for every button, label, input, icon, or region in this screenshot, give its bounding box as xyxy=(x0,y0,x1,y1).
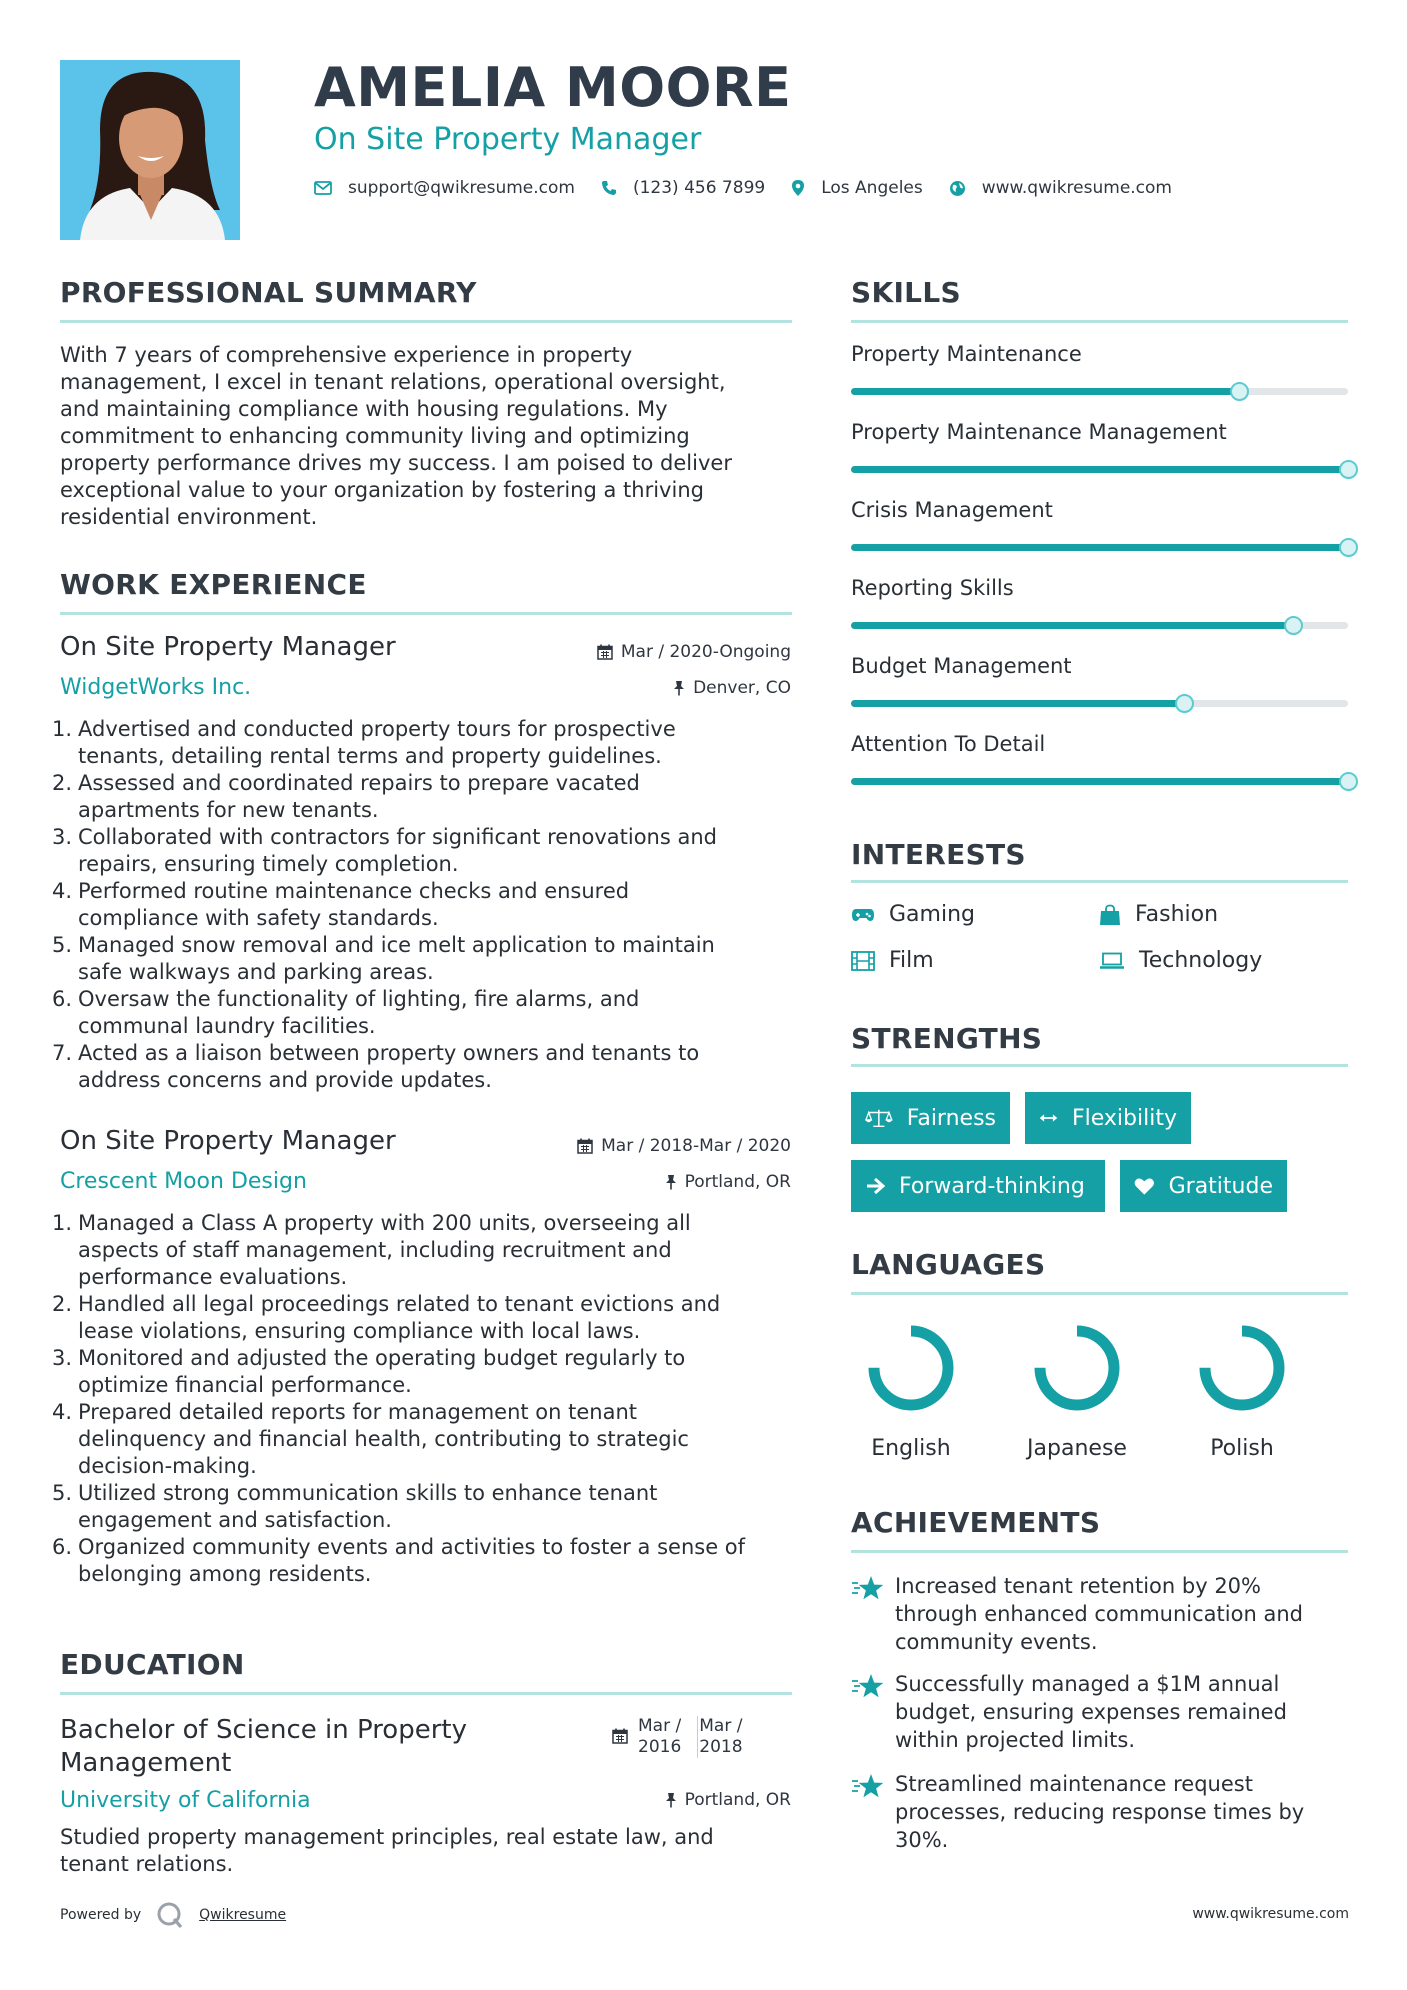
skill-bar xyxy=(851,388,1348,395)
list-number: 4. xyxy=(52,1400,73,1424)
summary-line: exceptional value to your organization by fostering a thriving xyxy=(60,478,704,502)
skill-bar-knob xyxy=(1339,538,1358,557)
skill-bar xyxy=(851,700,1348,707)
list-line: decision-making. xyxy=(78,1454,257,1478)
education-date-end xyxy=(697,1716,742,1758)
list-number: 2. xyxy=(52,771,73,795)
calendar-icon xyxy=(597,644,613,660)
strength-label: Fairness xyxy=(906,1105,996,1131)
list-number: 6. xyxy=(52,1535,73,1559)
education-line: tenant relations. xyxy=(60,1852,234,1876)
list-line: Performed routine maintenance checks and ensured xyxy=(78,879,630,903)
list-line: communal laundry facilities. xyxy=(78,1014,376,1038)
summary-text xyxy=(60,342,800,531)
star-icon xyxy=(851,1574,885,1604)
achievement-line: community events. xyxy=(895,1630,1098,1654)
achievements-heading: ACHIEVEMENTS xyxy=(851,1506,1101,1539)
list-line: lease violations, ensuring compliance with local laws. xyxy=(78,1319,641,1343)
job-location xyxy=(673,678,791,698)
balance-scale-icon xyxy=(865,1107,893,1129)
map-pin-icon xyxy=(791,179,805,197)
list-line: Monitored and adjusted the operating budget regularly to xyxy=(78,1346,686,1370)
achievement-line: processes, reducing response times by xyxy=(895,1800,1305,1824)
list-item xyxy=(52,716,800,770)
degree-line: Bachelor of Science in Property xyxy=(60,1715,467,1745)
contact-bar xyxy=(314,178,1198,198)
job-title: On Site Property Manager xyxy=(60,1126,396,1156)
star-icon xyxy=(851,1772,885,1802)
skill-label: Property Maintenance Management xyxy=(851,420,1227,444)
list-line: Handled all legal proceedings related to tenant evictions and xyxy=(78,1292,721,1316)
interest-label: Technology xyxy=(1139,948,1263,973)
candidate-name: AMELIA MOORE xyxy=(314,56,792,119)
job-dates-text: Mar / 2020-Ongoing xyxy=(620,642,791,662)
interest-film xyxy=(851,948,934,973)
strengths-heading: STRENGTHS xyxy=(851,1022,1043,1055)
contact-website[interactable] xyxy=(949,178,1172,198)
strength-flexibility xyxy=(1025,1092,1191,1144)
list-number: 3. xyxy=(52,825,73,849)
education-dates xyxy=(612,1716,743,1758)
skill-bar xyxy=(851,544,1348,551)
strength-label: Flexibility xyxy=(1072,1105,1177,1131)
globe-icon xyxy=(949,180,966,197)
brand-link[interactable]: Qwikresume xyxy=(199,1907,287,1923)
school-name: University of California xyxy=(60,1788,311,1813)
list-line: safe walkways and parking areas. xyxy=(78,960,434,984)
degree-title xyxy=(60,1714,467,1780)
education-date-start xyxy=(638,1716,681,1758)
skill-bar xyxy=(851,466,1348,473)
section-divider xyxy=(60,320,792,323)
laptop-icon xyxy=(1099,952,1125,970)
skill-bar-fill xyxy=(851,544,1348,551)
achievement-icon-wrap xyxy=(851,1772,895,1854)
calendar-icon xyxy=(577,1138,593,1154)
list-line: performance evaluations. xyxy=(78,1265,348,1289)
list-item xyxy=(52,878,800,932)
education-location xyxy=(665,1790,791,1810)
list-line: optimize financial performance. xyxy=(78,1373,412,1397)
list-line: compliance with safety standards. xyxy=(78,906,439,930)
language-proficiency-ring xyxy=(856,1318,966,1418)
list-line: engagement and satisfaction. xyxy=(78,1508,392,1532)
skill-bar-knob xyxy=(1284,616,1303,635)
skill-bar xyxy=(851,622,1348,629)
list-number: 5. xyxy=(52,1481,73,1505)
section-divider xyxy=(851,1064,1348,1067)
language-item xyxy=(1187,1318,1297,1461)
section-divider xyxy=(60,612,792,615)
interest-label: Gaming xyxy=(889,902,975,927)
arrows-horizontal-icon xyxy=(1039,1111,1058,1125)
calendar-icon xyxy=(612,1728,628,1744)
date-part: 2018 xyxy=(699,1737,743,1757)
language-item xyxy=(1022,1318,1132,1461)
job-dates xyxy=(577,1136,791,1156)
skill-bar-knob xyxy=(1339,460,1358,479)
list-item xyxy=(52,1534,800,1588)
list-line: Prepared detailed reports for management on tenant xyxy=(78,1400,637,1424)
pushpin-icon xyxy=(665,1792,677,1808)
list-line: aspects of staff management, including recruitment and xyxy=(78,1238,672,1262)
website-text: www.qwikresume.com xyxy=(981,178,1172,198)
skill-bar-fill xyxy=(851,466,1348,473)
summary-line: With 7 years of comprehensive experience in property xyxy=(60,343,633,367)
skill-label: Property Maintenance xyxy=(851,342,1082,366)
contact-email[interactable] xyxy=(314,178,575,198)
achievement-item xyxy=(851,1572,1351,1656)
strength-label: Forward-thinking xyxy=(899,1173,1085,1199)
achievement-text xyxy=(895,1670,1287,1754)
strength-gratitude xyxy=(1120,1160,1287,1212)
pushpin-icon xyxy=(673,680,685,696)
contact-phone[interactable] xyxy=(601,178,765,198)
interests-heading: INTERESTS xyxy=(851,838,1026,871)
achievement-line: Successfully managed a $1M annual xyxy=(895,1672,1280,1696)
list-number: 2. xyxy=(52,1292,73,1316)
achievement-icon-wrap xyxy=(851,1574,895,1656)
footer-website[interactable]: www.qwikresume.com xyxy=(1192,1906,1349,1922)
candidate-title: On Site Property Manager xyxy=(314,122,702,157)
list-line: Acted as a liaison between property owners and tenants to xyxy=(78,1041,700,1065)
gamepad-icon xyxy=(851,907,875,923)
list-line: repairs, ensuring timely completion. xyxy=(78,852,459,876)
list-item xyxy=(52,824,800,878)
job-duties-list xyxy=(52,1210,800,1588)
education-description xyxy=(60,1824,800,1878)
achievement-text xyxy=(895,1572,1303,1656)
list-item xyxy=(52,1210,800,1291)
skill-label: Budget Management xyxy=(851,654,1072,678)
profile-photo xyxy=(60,60,240,240)
interest-label: Film xyxy=(889,948,934,973)
profile-photo-illustration xyxy=(60,60,240,240)
film-icon xyxy=(851,951,875,971)
date-part: 2016 xyxy=(638,1737,682,1757)
achievement-line: through enhanced communication and xyxy=(895,1602,1303,1626)
list-number: 4. xyxy=(52,879,73,903)
achievement-item xyxy=(851,1770,1351,1854)
list-number: 1. xyxy=(52,717,73,741)
interest-label: Fashion xyxy=(1135,902,1219,927)
achievement-icon-wrap xyxy=(851,1672,895,1754)
strength-forward-thinking xyxy=(851,1160,1105,1212)
skill-bar-fill xyxy=(851,700,1184,707)
list-line: Collaborated with contractors for significant renovations and xyxy=(78,825,717,849)
arrow-right-icon xyxy=(865,1177,885,1195)
job-location-text: Portland, OR xyxy=(684,1172,791,1192)
skill-bar-knob xyxy=(1339,772,1358,791)
envelope-icon xyxy=(314,181,332,195)
achievement-item xyxy=(851,1670,1351,1754)
section-divider xyxy=(851,1292,1348,1295)
list-line: belonging among residents. xyxy=(78,1562,372,1586)
section-divider xyxy=(851,1550,1348,1553)
education-line: Studied property management principles, real estate law, and xyxy=(60,1825,714,1849)
skill-bar-fill xyxy=(851,388,1239,395)
skill-label: Reporting Skills xyxy=(851,576,1014,600)
job-dates xyxy=(597,642,791,662)
achievement-text xyxy=(895,1770,1304,1854)
job-location xyxy=(665,1172,791,1192)
job-location-text: Denver, CO xyxy=(693,678,791,698)
section-divider xyxy=(851,320,1348,323)
location-text: Los Angeles xyxy=(821,178,923,198)
list-number: 1. xyxy=(52,1211,73,1235)
contact-location xyxy=(791,178,923,198)
list-item xyxy=(52,770,800,824)
email-text: support@qwikresume.com xyxy=(348,178,575,198)
language-label: Polish xyxy=(1210,1436,1274,1461)
footer-branding xyxy=(60,1900,286,1930)
skills-heading: SKILLS xyxy=(851,276,961,309)
list-line: Managed a Class A property with 200 units, overseeing all xyxy=(78,1211,691,1235)
list-line: Managed snow removal and ice melt application to maintain xyxy=(78,933,715,957)
phone-icon xyxy=(601,180,617,196)
list-line: delinquency and financial health, contributing to strategic xyxy=(78,1427,689,1451)
phone-text: (123) 456 7899 xyxy=(632,178,766,198)
skill-label: Crisis Management xyxy=(851,498,1053,522)
languages-heading: LANGUAGES xyxy=(851,1248,1046,1281)
list-line: Advertised and conducted property tours for prospective xyxy=(78,717,676,741)
date-part: Mar / xyxy=(638,1716,682,1736)
skill-bar-knob xyxy=(1175,694,1194,713)
skill-bar xyxy=(851,778,1348,785)
education-heading: EDUCATION xyxy=(60,1648,245,1681)
list-line: Assessed and coordinated repairs to prepare vacated xyxy=(78,771,640,795)
summary-line: commitment to enhancing community living and optimizing xyxy=(60,424,690,448)
list-line: address concerns and provide updates. xyxy=(78,1068,492,1092)
list-line: tenants, detailing rental terms and property guidelines. xyxy=(78,744,662,768)
list-line: Oversaw the functionality of lighting, fire alarms, and xyxy=(78,987,640,1011)
achievement-line: budget, ensuring expenses remained xyxy=(895,1700,1287,1724)
list-item xyxy=(52,1399,800,1480)
achievement-line: Streamlined maintenance request xyxy=(895,1772,1253,1796)
pushpin-icon xyxy=(665,1174,677,1190)
experience-heading: WORK EXPERIENCE xyxy=(60,568,367,601)
education-location-text: Portland, OR xyxy=(684,1790,791,1810)
summary-line: property performance drives my success. I am poised to deliver xyxy=(60,451,732,475)
section-divider xyxy=(60,1692,792,1695)
skill-bar-fill xyxy=(851,778,1348,785)
summary-line: and maintaining compliance with housing regulations. My xyxy=(60,397,668,421)
language-proficiency-ring xyxy=(1022,1318,1132,1418)
heart-icon xyxy=(1134,1176,1155,1197)
list-item xyxy=(52,1291,800,1345)
job-duties-list xyxy=(52,716,800,1094)
strength-label: Gratitude xyxy=(1168,1173,1273,1199)
interest-technology xyxy=(1099,948,1262,973)
list-number: 3. xyxy=(52,1346,73,1370)
interest-gaming xyxy=(851,902,975,927)
list-item xyxy=(52,932,800,986)
summary-line: residential environment. xyxy=(60,505,318,529)
language-item xyxy=(856,1318,966,1461)
language-proficiency-ring xyxy=(1187,1318,1297,1418)
achievement-line: within projected limits. xyxy=(895,1728,1135,1752)
skill-bar-fill xyxy=(851,622,1293,629)
star-icon xyxy=(851,1672,885,1702)
powered-by-text: Powered by xyxy=(60,1907,142,1923)
company-name: WidgetWorks Inc. xyxy=(60,675,252,700)
skill-label: Attention To Detail xyxy=(851,732,1046,756)
summary-heading: PROFESSIONAL SUMMARY xyxy=(60,276,477,309)
job-title: On Site Property Manager xyxy=(60,632,396,662)
language-label: English xyxy=(871,1436,951,1461)
qwikresume-logo-icon xyxy=(155,1900,185,1930)
strength-fairness xyxy=(851,1092,1010,1144)
list-item xyxy=(52,1040,800,1094)
job-dates-text: Mar / 2018-Mar / 2020 xyxy=(601,1136,791,1156)
section-divider xyxy=(851,880,1348,883)
list-line: Organized community events and activities to foster a sense of xyxy=(78,1535,746,1559)
summary-line: management, I excel in tenant relations, operational oversight, xyxy=(60,370,726,394)
list-item xyxy=(52,986,800,1040)
list-number: 5. xyxy=(52,933,73,957)
list-item xyxy=(52,1345,800,1399)
list-item xyxy=(52,1480,800,1534)
list-number: 7. xyxy=(52,1041,73,1065)
skill-bar-knob xyxy=(1230,382,1249,401)
list-line: Utilized strong communication skills to enhance tenant xyxy=(78,1481,658,1505)
language-label: Japanese xyxy=(1027,1436,1127,1461)
shopping-bag-icon xyxy=(1099,904,1121,926)
achievement-line: 30%. xyxy=(895,1828,949,1852)
list-line: apartments for new tenants. xyxy=(78,798,379,822)
company-name: Crescent Moon Design xyxy=(60,1169,307,1194)
achievement-line: Increased tenant retention by 20% xyxy=(895,1574,1261,1598)
list-number: 6. xyxy=(52,987,73,1011)
interest-fashion xyxy=(1099,902,1218,927)
degree-line: Management xyxy=(60,1748,232,1778)
date-part: Mar / xyxy=(699,1716,743,1736)
